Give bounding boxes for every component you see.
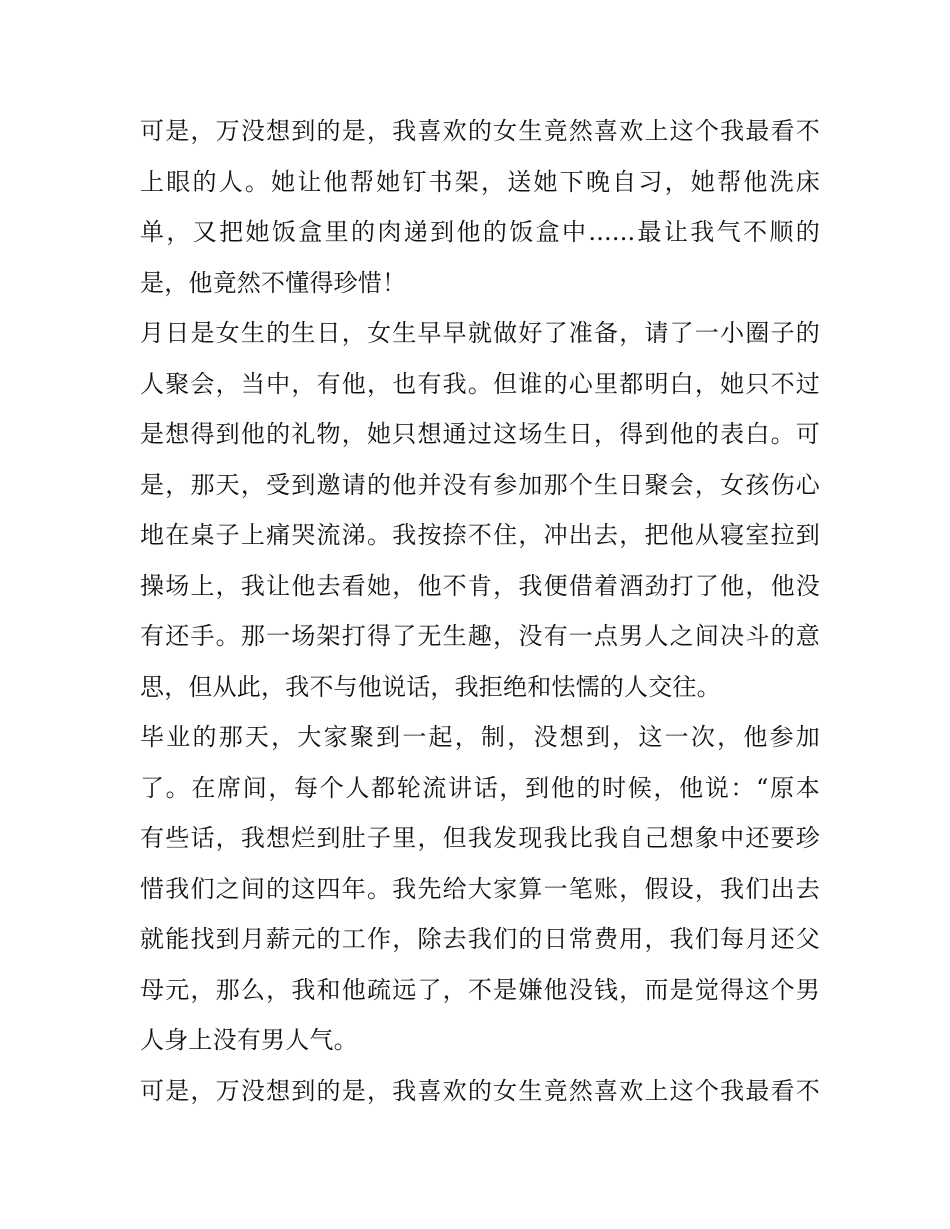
- text-line: 地在桌子上痛哭流涕。我按捺不住，冲出去，把他从寝室拉到: [140, 521, 820, 549]
- text-line: 单，又把她饭盒里的肉递到他的饭盒中......最让我气不顺的: [140, 218, 820, 246]
- text-line: 上眼的人。她让他帮她钉书架，送她下晚自习，她帮他洗床: [140, 167, 820, 196]
- text-line: 操场上，我让他去看她，他不肯，我便借着酒劲打了他，他没: [140, 571, 820, 600]
- text-line: 母元，那么，我和他疏远了，不是嫌他没钱，而是觉得这个男: [140, 975, 820, 1004]
- text-line: 思，但从此，我不与他说话，我拒绝和怯懦的人交往。: [140, 672, 721, 701]
- text-line: 是，他竟然不懂得珍惜！: [140, 268, 407, 297]
- text-line: 是，那天，受到邀请的他并没有参加那个生日聚会，女孩伤心: [140, 470, 820, 499]
- text-line: 毕业的那天，大家聚到一起，制，没想到，这一次，他参加: [140, 723, 820, 751]
- text-line: 了。在席间，每个人都轮流讲话，到他的时候，他说：“原本: [140, 773, 820, 802]
- text-line: 可是，万没想到的是，我喜欢的女生竟然喜欢上这个我最看不: [140, 117, 820, 145]
- text-line: 人聚会，当中，有他，也有我。但谁的心里都明白，她只不过: [140, 369, 820, 398]
- document-body: [140, 106, 820, 1116]
- text-line: 惜我们之间的这四年。我先给大家算一笔账，假设，我们出去: [140, 874, 820, 903]
- text-line: 可是，万没想到的是，我喜欢的女生竟然喜欢上这个我最看不: [140, 1076, 820, 1105]
- text-line: 月日是女生的生日，女生早早就做好了准备，请了一小圈子的: [140, 319, 820, 347]
- text-line: 是想得到他的礼物，她只想通过这场生日，得到他的表白。可: [140, 420, 820, 448]
- text-line: 人身上没有男人气。: [140, 1026, 358, 1054]
- text-line: 有还手。那一场架打得了无生趣，没有一点男人之间决斗的意: [140, 622, 820, 650]
- text-line: 有些话，我想烂到肚子里，但我发现我比我自己想象中还要珍: [140, 824, 820, 852]
- text-line: 就能找到月薪元的工作，除去我们的日常费用，我们每月还父: [140, 925, 820, 953]
